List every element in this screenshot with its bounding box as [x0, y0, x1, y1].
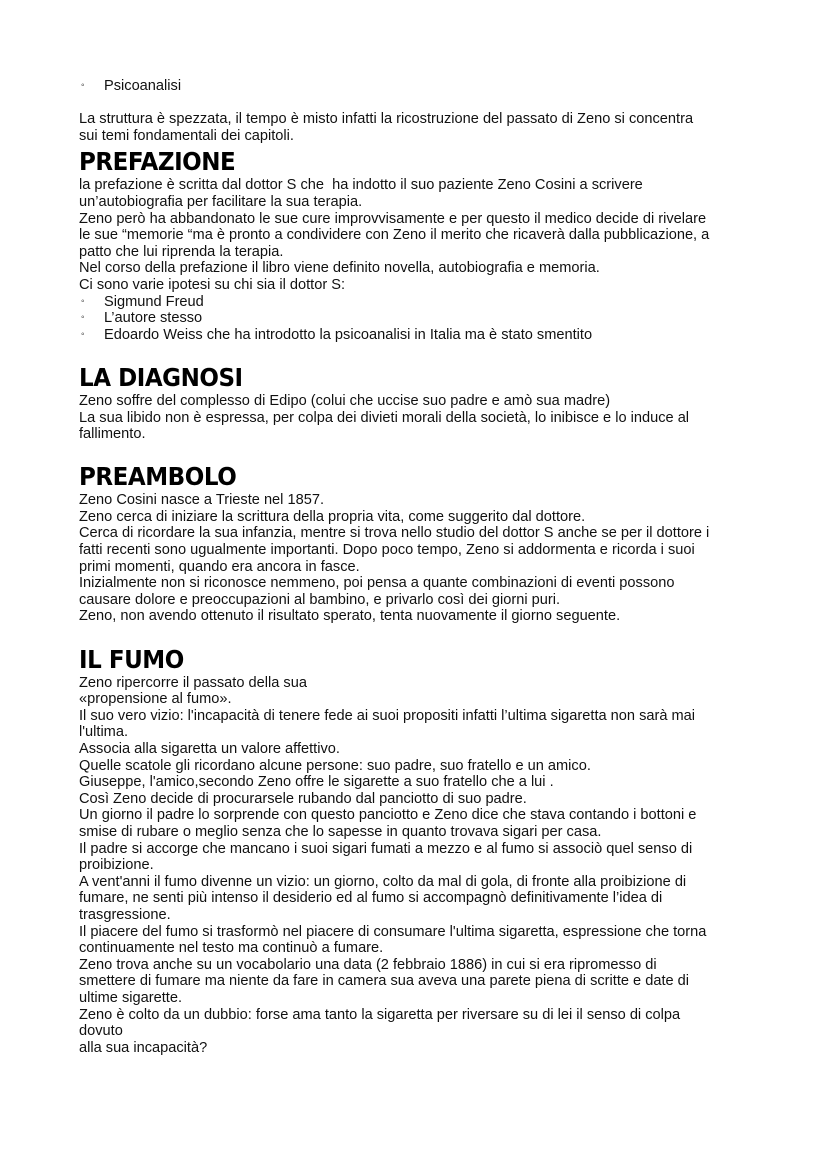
- text-line: fumare, ne senti più intenso il desiderio ed al fumo si accompagnò definitivamente l’idea di: [79, 890, 663, 907]
- text-line: causare dolore e preoccupazioni al bambino, e privarlo così dei giorni puri.: [79, 591, 561, 608]
- text-line: Zeno, non avendo ottenuto il risultato sperato, tenta nuovamente il giorno seguente.: [79, 608, 621, 625]
- text-line: Cerca di ricordare la sua infanzia, mentre si trova nello studio del dottor S anche se per il dottore i: [79, 525, 710, 542]
- bullet-text: Psicoanalisi: [104, 78, 182, 94]
- text-line: trasgressione.: [79, 906, 171, 923]
- text-line: Inizialmente non si riconosce nemmeno, poi pensa a quante combinazioni di eventi possono: [79, 575, 675, 592]
- bullet-text: L’autore stesso: [104, 310, 203, 327]
- bullet-item: [79, 310, 769, 327]
- bullet-item: [79, 327, 769, 344]
- text-line: Zeno ripercorre il passato della sua: [79, 674, 307, 691]
- text-line: Il suo vero vizio: l'incapacità di tenere fede ai suoi propositi infatti l’ultima sigaretta non sarà mai: [79, 707, 696, 724]
- text-line: l'ultima.: [79, 724, 129, 741]
- text-line: Giuseppe, l'amico,secondo Zeno offre le sigarette a suo fratello che a lui .: [79, 774, 554, 791]
- text-line: A vent'anni il fumo divenne un vizio: un giorno, colto da mal di gola, di fronte alla proibizione di: [79, 873, 687, 890]
- text-line: le sue “memorie “ma è pronto a condividere con Zeno il merito che ricaverà dalla pubblicazione, a: [79, 227, 710, 244]
- text-line: la prefazione è scritta dal dottor S che ha indotto il suo paziente Zeno Cosini a scrivere: [79, 177, 643, 194]
- text-line: Ci sono varie ipotesi su chi sia il dottor S:: [79, 276, 346, 293]
- section-heading: PREAMBOLO: [79, 462, 237, 492]
- bullet-item: [79, 294, 769, 311]
- text-line: Zeno soffre del complesso di Edipo (colui che uccise suo padre e amò sua madre): [79, 392, 611, 409]
- bullet-icon: ◦: [81, 295, 85, 307]
- text-line: Nel corso della prefazione il libro viene definito novella, autobiografia e memoria.: [79, 260, 600, 277]
- text-line: dovuto: [79, 1023, 123, 1040]
- text-line: Quelle scatole gli ricordano alcune persone: suo padre, suo fratello e un amico.: [79, 757, 591, 774]
- text-line: continuamente nel testo ma continuò a fumare.: [79, 940, 384, 957]
- text-line: fallimento.: [79, 426, 146, 443]
- section-heading: IL FUMO: [79, 644, 184, 674]
- text-line: patto che lui riprenda la terapia.: [79, 243, 284, 260]
- section-heading: LA DIAGNOSI: [79, 362, 243, 392]
- text-line: primi momenti, quando era ancora in fasce.: [79, 558, 360, 575]
- bullet-icon: ◦: [81, 312, 85, 324]
- bullet-icon: ◦: [81, 328, 85, 340]
- text-line: Zeno però ha abbandonato le sue cure improvvisamente e per questo il medico decide di rivelare: [79, 210, 707, 227]
- blank-line: [79, 343, 769, 360]
- section-heading: PREFAZIONE: [79, 147, 236, 177]
- text-line: sui temi fondamentali dei capitoli.: [79, 127, 294, 144]
- text-line: Zeno è colto da un dubbio: forse ama tanto la sigaretta per riversare su di lei il senso di colpa: [79, 1006, 681, 1023]
- text-line: ultime sigarette.: [79, 989, 183, 1006]
- bullet-item: [79, 78, 769, 95]
- text-line: Un giorno il padre lo sorprende con questo panciotto e Zeno dice che stava contando i bottoni e: [79, 807, 697, 824]
- text-line: un’autobiografia per facilitare la sua terapia.: [79, 193, 363, 210]
- text-line: «propensione al fumo».: [79, 691, 232, 708]
- text-line: smettere di fumare ma niente da fare in camera sua aveva una parete piena di scritte e date di: [79, 973, 690, 990]
- text-line: alla sua incapacità?: [79, 1039, 208, 1056]
- text-line: Zeno trova anche su un vocabolario una data (2 febbraio 1886) in cui si era ripromesso di: [79, 956, 657, 973]
- text-line: Zeno Cosini nasce a Trieste nel 1857.: [79, 492, 324, 509]
- text-line: proibizione.: [79, 857, 154, 874]
- document-page: [79, 78, 769, 1056]
- text-line: Il padre si accorge che mancano i suoi sigari fumati a mezzo e al fumo si associò quel senso di: [79, 840, 693, 857]
- text-line: Il piacere del fumo si trasformò nel piacere di consumare l'ultima sigaretta, espressione che torna: [79, 923, 707, 940]
- text-line: smise di rubare o meglio senza che lo sapesse in quanto trovava sigari per casa.: [79, 823, 602, 840]
- text-line: Zeno cerca di iniziare la scrittura della propria vita, come suggerito dal dottore.: [79, 508, 586, 525]
- text-line: Associa alla sigaretta un valore affettivo.: [79, 741, 340, 757]
- text-line: fatti recenti sono ugualmente importanti. Dopo poco tempo, Zeno si addormenta e ricorda i suoi: [79, 542, 695, 559]
- blank-line: [79, 625, 769, 642]
- text-line: La struttura è spezzata, il tempo è misto infatti la ricostruzione del passato di Zeno si concentra: [79, 111, 694, 128]
- text-line: Così Zeno decide di procurarsele rubando dal panciotto di suo padre.: [79, 790, 527, 807]
- bullet-text: Sigmund Freud: [104, 293, 204, 310]
- bullet-text: Edoardo Weiss che ha introdotto la psicoanalisi in Italia ma è stato smentito: [104, 326, 593, 343]
- blank-line: [79, 95, 769, 112]
- text-line: La sua libido non è espressa, per colpa dei divieti morali della società, lo inibisce e lo induce al: [79, 409, 690, 426]
- blank-line: [79, 443, 769, 460]
- bullet-icon: ◦: [81, 80, 85, 91]
